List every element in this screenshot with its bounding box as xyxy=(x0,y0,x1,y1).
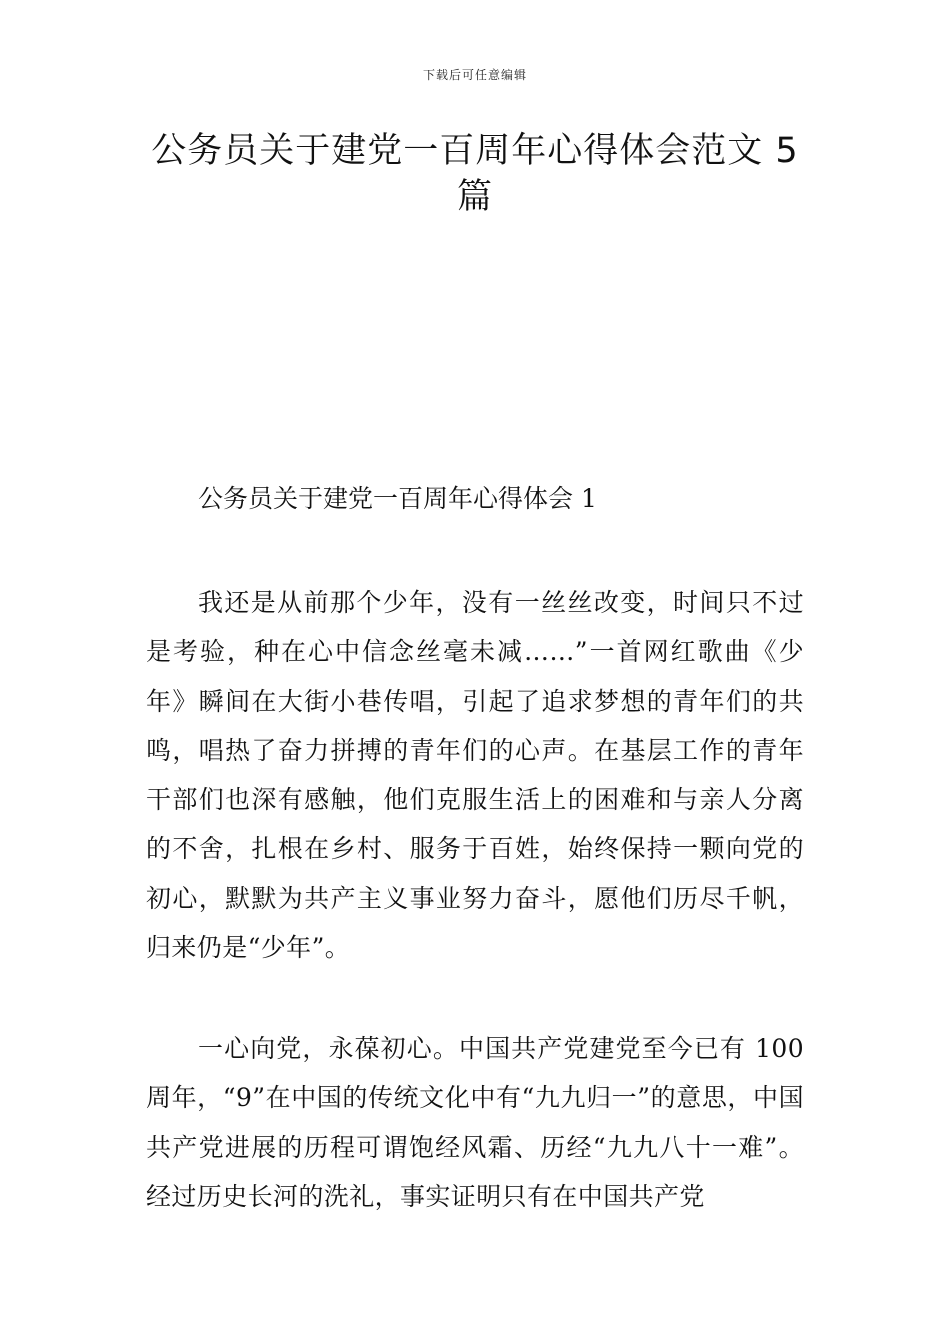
header-note: 下载后可任意编辑 xyxy=(422,68,527,82)
document-title: 公务员关于建党一百周年心得体会范文 5 篇 xyxy=(151,131,799,217)
paragraph-2: 一心向党，永葆初心。中国共产党建党至今已有 100 周年，“9”在中国的传统文化中有“九九归一”的意思，中国共产党进展的历程可谓饱经风霜、历经“九九八十一难”。经过历史长河的洗礼，事实证明只有在中国共产党 xyxy=(146,1034,804,1211)
section-heading: 公务员关于建党一百周年心得体会 1 xyxy=(198,484,597,513)
paragraph-1: 我还是从前那个少年，没有一丝丝改变，时间只不过是考验，种在心中信念丝毫未减……”一首网红歌曲《少年》瞬间在大街小巷传唱，引起了追求梦想的青年们的共鸣，唱热了奋力拼搏的青年们的心声。在基层工作的青年干部们也深有感触，他们克服生活上的困难和与亲人分离的不舍，扎根在乡村、服务于百姓，始终保持一颗向党的初心，默默为共产主义事业努力奋斗，愿他们历尽千帆，归来仍是“少年”。 xyxy=(146,588,804,963)
